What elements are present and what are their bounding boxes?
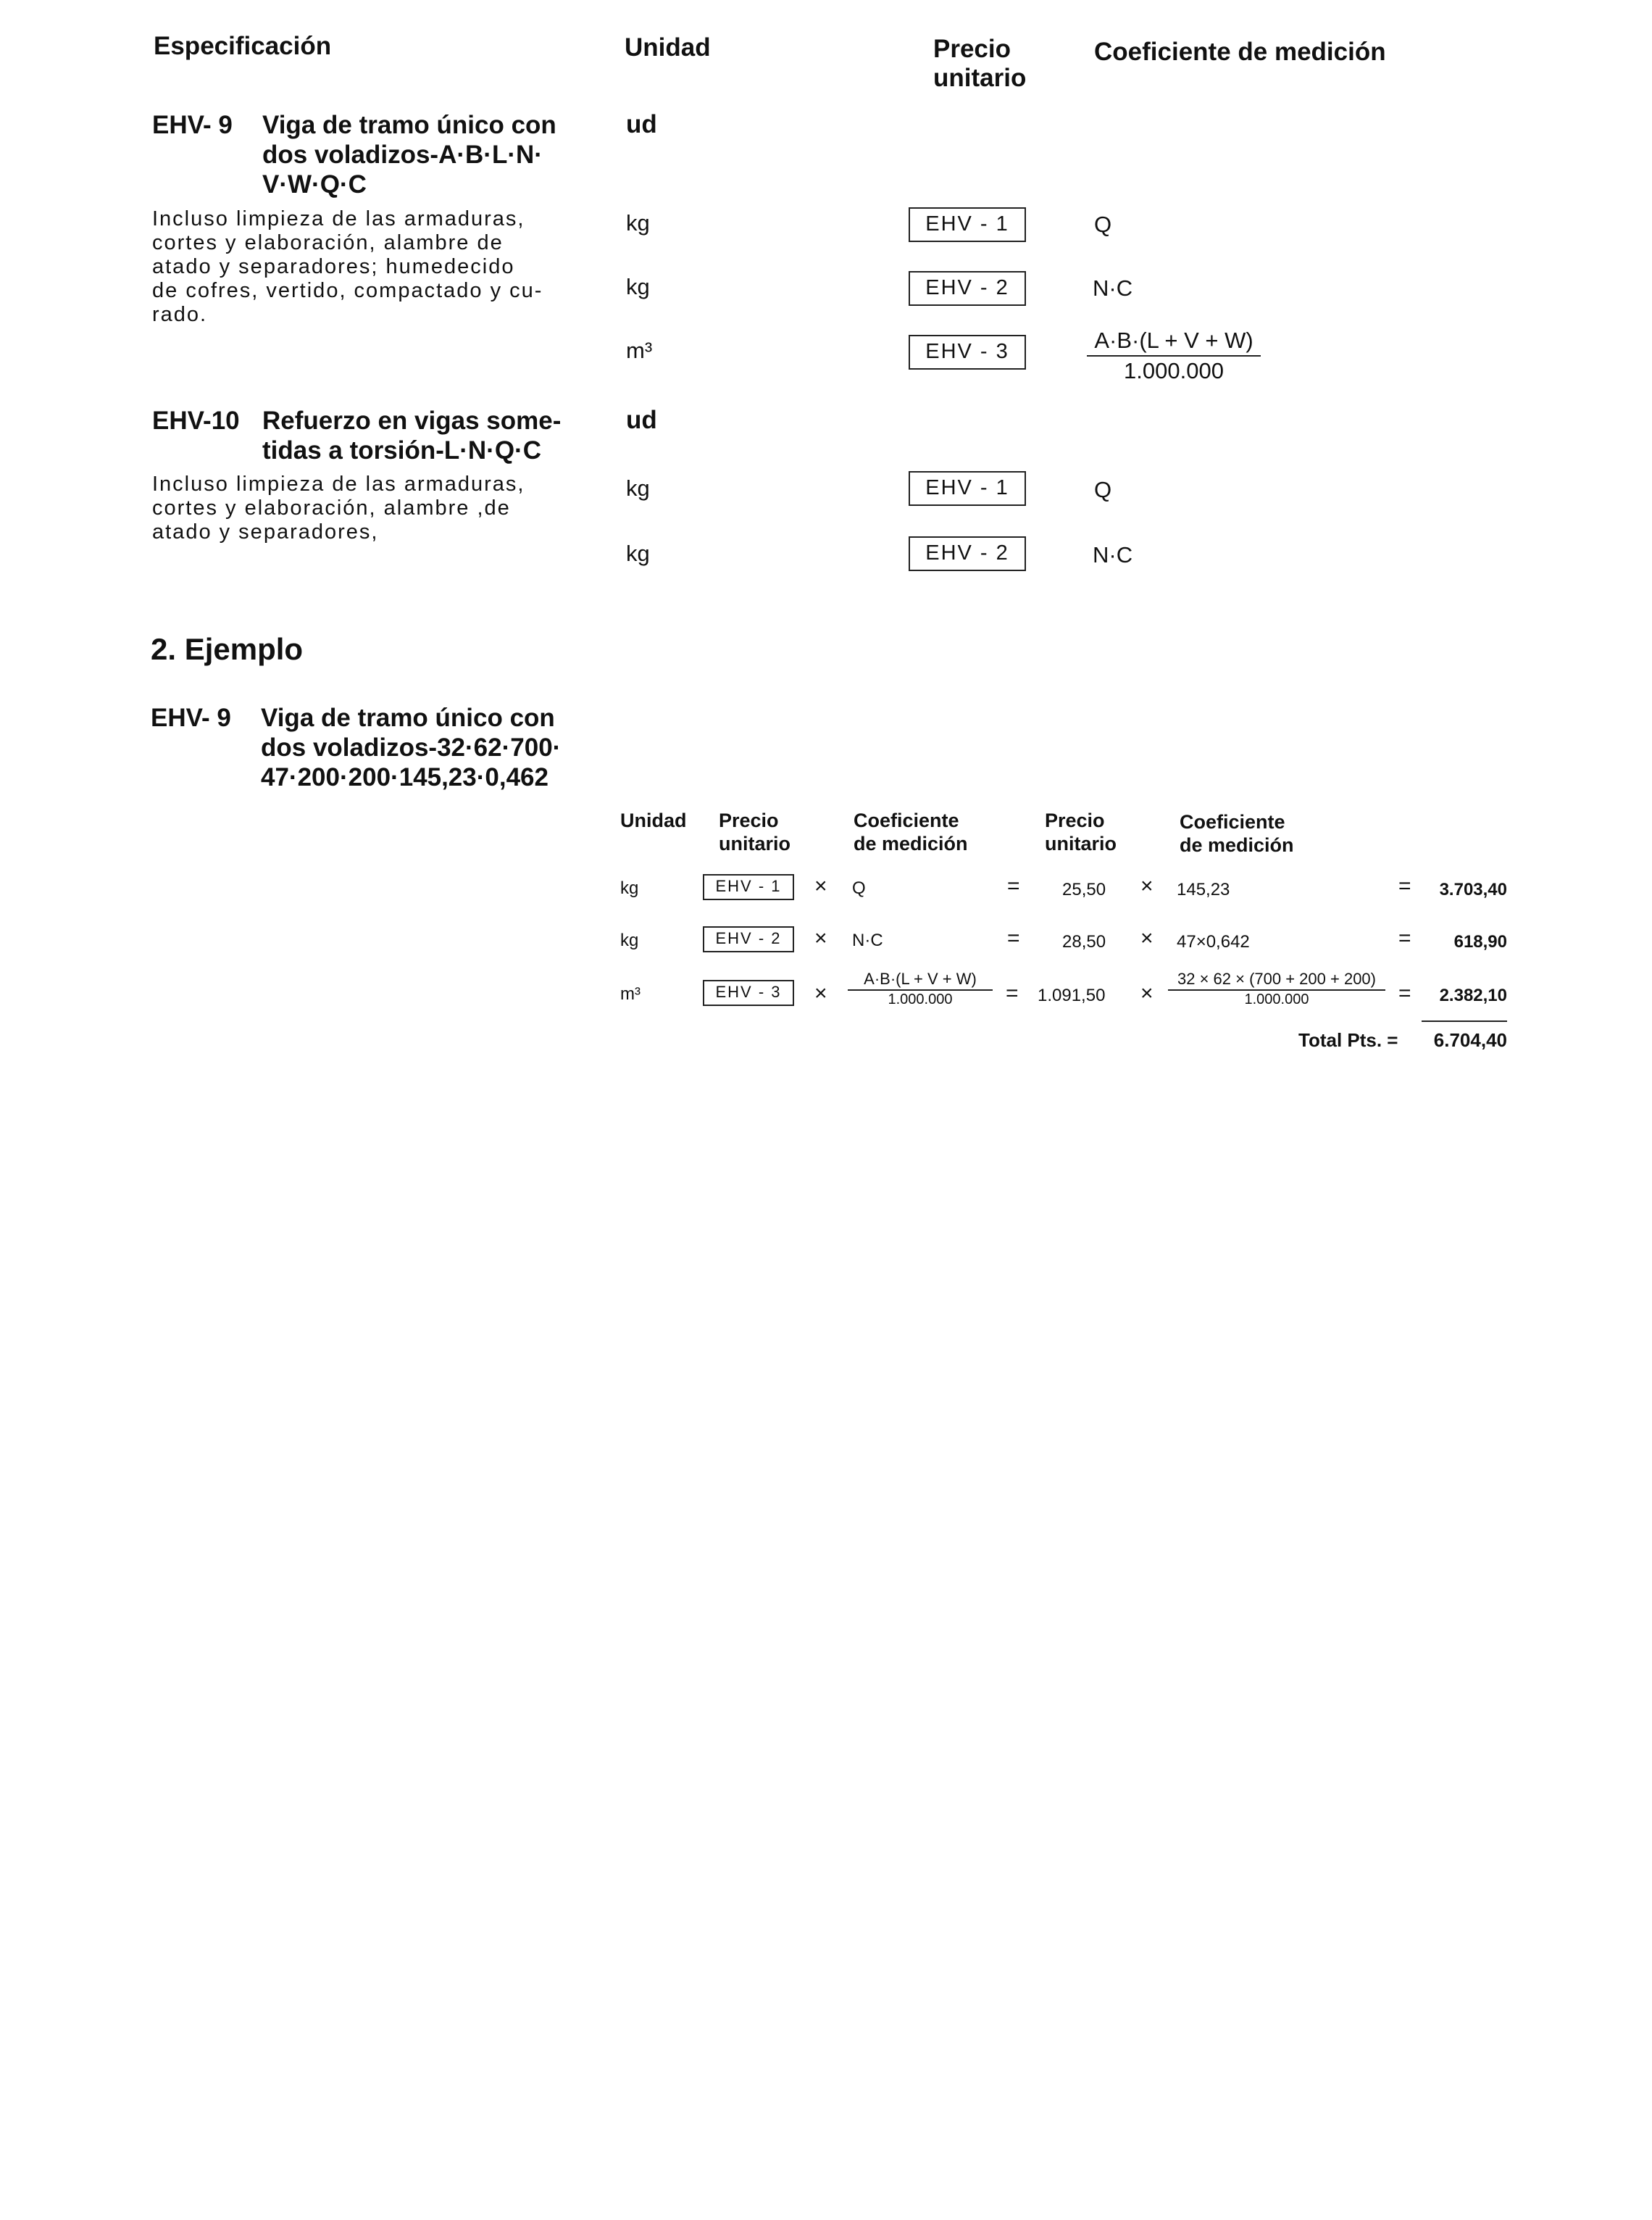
ehv10-desc-line: atado y separadores,: [152, 520, 379, 544]
example-title: [261, 703, 561, 792]
fraction-numerator: 32 × 62 × (700 + 200 + 200): [1168, 970, 1385, 991]
example-title-line2: dos voladizos-32·62·700·: [261, 733, 562, 762]
header-unit-price-line1: Precio: [933, 35, 1011, 63]
example-row1-price: 25,50: [1062, 880, 1106, 899]
ehv10-desc-line: Incluso limpieza de las armaduras,: [152, 473, 525, 496]
example-header-coef-line1: Coeficiente: [854, 810, 959, 831]
example-header-price2-line1: Precio: [1045, 810, 1105, 831]
header-coefficient: Coeficiente de medición: [1094, 38, 1386, 66]
header-specification: Especificación: [154, 32, 332, 60]
ehv10-row2-coef: N·C: [1093, 542, 1133, 568]
example-header-price: [719, 809, 790, 855]
example-row3-coef-fraction: [848, 970, 993, 1008]
times-sign: ×: [1140, 926, 1154, 950]
ehv10-title-line2: tidas a torsión-L·N·Q·C: [262, 436, 541, 465]
ehv10-row2-unit: kg: [626, 541, 650, 566]
ehv10-row2-price-box: EHV - 2: [909, 536, 1026, 571]
equals-sign: =: [1007, 926, 1020, 950]
equals-sign: =: [1006, 981, 1019, 1005]
example-row2-price: 28,50: [1062, 932, 1106, 952]
ehv9-desc-line: Incluso limpieza de las armaduras,: [152, 207, 525, 230]
example-header-coef2-line1: Coeficiente: [1180, 811, 1285, 833]
ehv9-row2-unit: kg: [626, 274, 650, 299]
example-row1-result: 3.703,40: [1439, 880, 1507, 899]
example-row1-value: 145,23: [1177, 880, 1230, 899]
example-header-price-line1: Precio: [719, 810, 779, 831]
example-row3-unit: m³: [620, 984, 641, 1004]
equals-sign: =: [1398, 926, 1411, 950]
ehv9-title-line2: dos voladizos-A·B·L·N·: [262, 141, 543, 169]
example-header-price-line2: unitario: [719, 833, 790, 855]
example-row3-price: 1.091,50: [1038, 986, 1106, 1005]
equals-sign: =: [1007, 874, 1020, 898]
ehv9-row2-price-box: EHV - 2: [909, 271, 1026, 306]
ehv10-desc-line: cortes y elaboración, alambre ,de: [152, 496, 511, 520]
ehv9-row2-coef: N·C: [1093, 275, 1133, 301]
header-unit-price: [933, 35, 1026, 93]
ehv9-title: [262, 110, 556, 199]
ehv9-desc-line: rado.: [152, 303, 208, 326]
section-title-example: 2. Ejemplo: [151, 632, 304, 666]
example-row2-value: 47×0,642: [1177, 932, 1250, 952]
ehv10-row1-price-box: EHV - 1: [909, 471, 1026, 506]
example-row3-value-fraction: [1168, 970, 1385, 1008]
ehv10-title-line1: Refuerzo en vigas some-: [262, 407, 562, 435]
example-row2-price-box: EHV - 2: [703, 926, 794, 952]
ehv9-desc-line: de cofres, vertido, compactado y cu-: [152, 279, 543, 302]
times-sign: ×: [1140, 981, 1154, 1005]
times-sign: ×: [814, 874, 827, 898]
ehv10-title: [262, 406, 561, 465]
ehv9-desc-line: cortes y elaboración, alambre de: [152, 231, 504, 254]
ehv9-row1-price-box: EHV - 1: [909, 207, 1026, 242]
example-row2-unit: kg: [620, 931, 639, 950]
example-code: EHV- 9: [151, 704, 231, 732]
ehv9-desc-line: atado y separadores; humedecido: [152, 255, 515, 278]
ehv9-row3-coef-fraction: [1087, 328, 1261, 384]
equals-sign: =: [1398, 981, 1411, 1005]
total-value: 6.704,40: [1433, 1029, 1507, 1051]
ehv9-row1-coef: Q: [1094, 212, 1112, 237]
example-row2-coef: N·C: [852, 931, 883, 950]
ehv9-code: EHV- 9: [152, 111, 233, 139]
ehv10-code: EHV-10: [152, 407, 240, 435]
ehv9-unit: ud: [626, 110, 657, 138]
example-row3-result: 2.382,10: [1439, 986, 1507, 1005]
header-unit: Unidad: [625, 33, 711, 62]
example-header-price2-line2: unitario: [1045, 833, 1117, 855]
ehv10-description: [152, 473, 580, 544]
times-sign: ×: [1140, 874, 1154, 898]
example-row2-result: 618,90: [1453, 932, 1507, 952]
ehv9-row3-unit: m³: [626, 338, 653, 363]
ehv10-unit: ud: [626, 406, 657, 434]
ehv10-row1-unit: kg: [626, 475, 650, 501]
fraction-numerator: A·B·(L + V + W): [1087, 328, 1261, 357]
example-header-coef2: [1180, 810, 1294, 857]
example-row1-coef: Q: [852, 878, 866, 898]
example-header-coef: [854, 809, 968, 855]
example-row1-unit: kg: [620, 878, 639, 898]
example-row3-price-box: EHV - 3: [703, 980, 794, 1006]
ehv9-description: [152, 207, 580, 327]
example-header-coef2-line2: de medición: [1180, 834, 1294, 856]
example-header-coef-line2: de medición: [854, 833, 968, 855]
fraction-denominator: 1.000.000: [1244, 991, 1309, 1007]
total-rule: [1422, 1020, 1507, 1022]
total-label: Total Pts. =: [1298, 1029, 1398, 1051]
example-title-line3: 47·200·200·145,23·0,462: [261, 763, 548, 791]
equals-sign: =: [1398, 874, 1411, 898]
times-sign: ×: [814, 981, 827, 1005]
fraction-numerator: A·B·(L + V + W): [848, 970, 993, 991]
fraction-denominator: 1.000.000: [888, 991, 953, 1007]
example-header-unit: Unidad: [620, 810, 687, 831]
times-sign: ×: [814, 926, 827, 950]
ehv9-row3-price-box: EHV - 3: [909, 335, 1026, 370]
example-row1-price-box: EHV - 1: [703, 874, 794, 900]
fraction-denominator: 1.000.000: [1124, 358, 1224, 383]
ehv9-row1-unit: kg: [626, 210, 650, 236]
example-header-price2: [1045, 809, 1117, 855]
ehv9-title-line1: Viga de tramo único con: [262, 111, 556, 139]
example-title-line1: Viga de tramo único con: [261, 704, 555, 732]
ehv10-row1-coef: Q: [1094, 477, 1112, 502]
ehv9-title-line3: V·W·Q·C: [262, 170, 367, 199]
header-unit-price-line2: unitario: [933, 64, 1027, 92]
